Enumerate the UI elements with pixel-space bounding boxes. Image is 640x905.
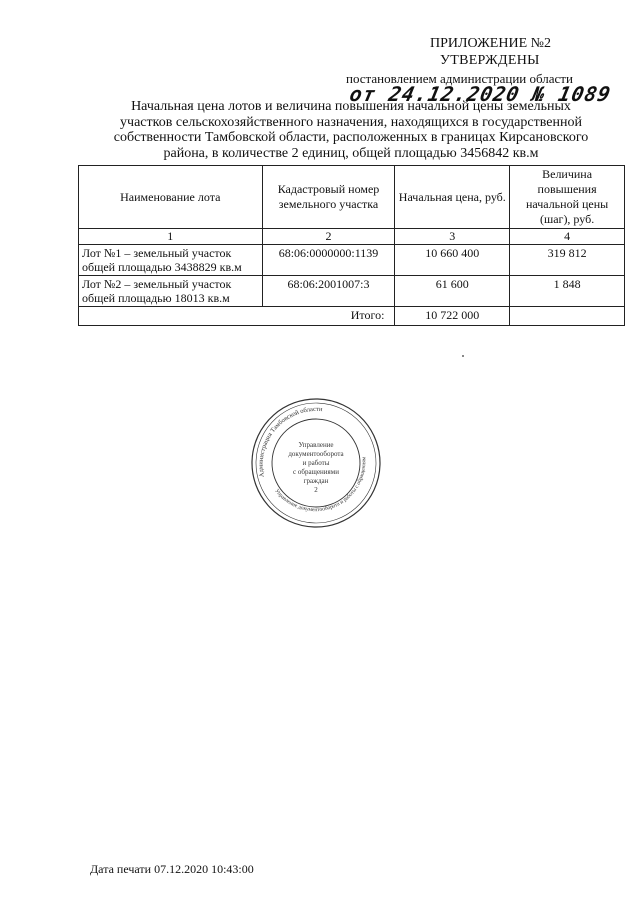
scan-speck bbox=[462, 355, 464, 357]
column-number: 2 bbox=[262, 229, 395, 245]
table-row bbox=[79, 245, 625, 276]
column-number-row bbox=[79, 229, 625, 245]
heading-line: собственности Тамбовской области, расположенных в границах Кирсановского bbox=[113, 130, 589, 145]
official-stamp bbox=[248, 395, 384, 531]
heading-line: участков сельскохозяйственного назначения, находящихся в государственной bbox=[120, 114, 582, 130]
heading-line: Начальная цена лотов и величина повышения начальной цены земельных bbox=[131, 99, 571, 114]
document-heading bbox=[78, 99, 624, 161]
approved-label: УТВЕРЖДЕНЫ bbox=[440, 53, 540, 68]
stamp-text-line: документооборота bbox=[288, 450, 344, 458]
appendix-number: ПРИЛОЖЕНИЕ №2 bbox=[430, 36, 551, 51]
stamp-text-line: с обращениями bbox=[293, 468, 339, 476]
stamp-ring-top: Администрация Тамбовской области bbox=[257, 405, 323, 478]
column-number: 1 bbox=[79, 229, 263, 245]
cadastral-cell: 68:06:2001007:3 bbox=[262, 276, 395, 307]
stamp-text-line: Управление bbox=[298, 441, 334, 449]
header-lot-name: Наименование лота bbox=[79, 166, 263, 229]
total-step-empty bbox=[510, 307, 625, 326]
table-header-row bbox=[79, 166, 625, 229]
lot-area: общей площадью 18013 кв.м bbox=[82, 291, 230, 305]
lot-name-cell bbox=[79, 276, 263, 307]
header-price-step: Величина повышения начальной цены (шаг), руб. bbox=[510, 166, 625, 229]
total-row bbox=[79, 307, 625, 326]
print-date: Дата печати 07.12.2020 10:43:00 bbox=[90, 862, 254, 876]
step-cell: 319 812 bbox=[510, 245, 625, 276]
header-cadastral-number: Кадастровый номер земельного участка bbox=[262, 166, 395, 229]
lot-name: Лот №2 – земельный участок bbox=[82, 277, 232, 291]
lots-table bbox=[78, 165, 625, 326]
stamp-text-line: и работы bbox=[302, 459, 330, 467]
cadastral-cell: 68:06:0000000:1139 bbox=[262, 245, 395, 276]
lot-name-cell bbox=[79, 245, 263, 276]
stamp-text-line: граждан bbox=[303, 477, 329, 485]
total-label: Итого: bbox=[79, 307, 395, 326]
heading-line: района, в количестве 2 единиц, общей площадью 3456842 кв.м bbox=[163, 145, 539, 161]
handwritten-date-number: от 24.12.2020 № 1089 bbox=[347, 82, 614, 106]
stamp-ring-bottom: Управление документооборота и работы с обращениями bbox=[273, 456, 368, 514]
lot-name: Лот №1 – земельный участок bbox=[82, 246, 232, 260]
price-cell: 10 660 400 bbox=[395, 245, 510, 276]
total-price: 10 722 000 bbox=[395, 307, 510, 326]
lot-area: общей площадью 3438829 кв.м bbox=[82, 260, 242, 274]
stamp-seal-icon bbox=[248, 395, 384, 531]
table-row bbox=[79, 276, 625, 307]
step-cell: 1 848 bbox=[510, 276, 625, 307]
column-number: 3 bbox=[395, 229, 510, 245]
column-number: 4 bbox=[510, 229, 625, 245]
header-starting-price: Начальная цена, руб. bbox=[395, 166, 510, 229]
decree-reference: постановлением администрации области bbox=[346, 71, 573, 86]
stamp-text-line: 2 bbox=[314, 486, 318, 494]
price-cell: 61 600 bbox=[395, 276, 510, 307]
